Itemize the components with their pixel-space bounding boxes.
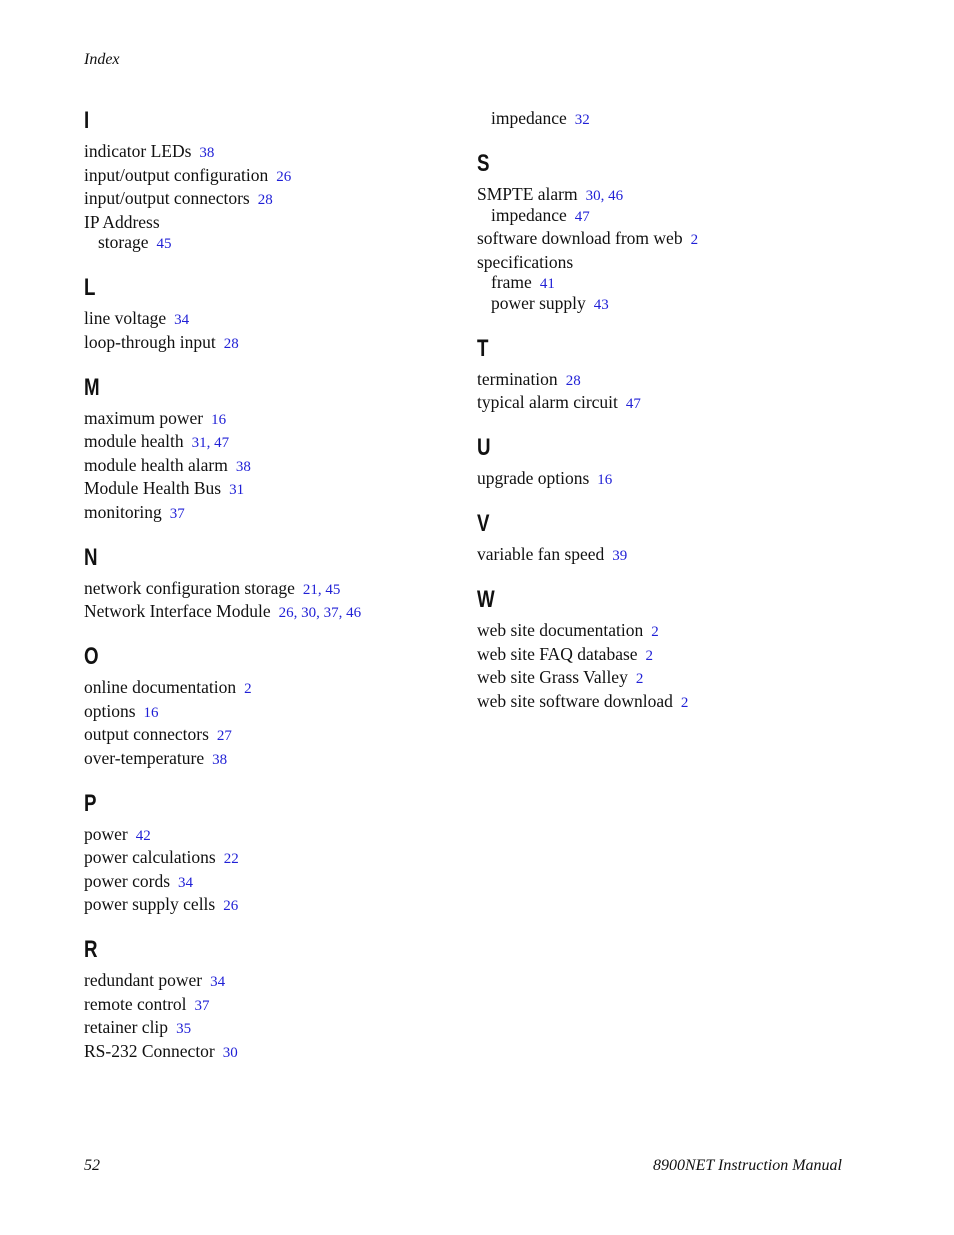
index-term: input/output connectors (84, 188, 250, 208)
section-letter: N (84, 543, 98, 571)
index-term: web site FAQ database (477, 643, 638, 664)
section-letter: R (84, 936, 98, 963)
page-link[interactable]: 46 (608, 188, 624, 204)
index-entry (477, 369, 581, 391)
index-entry (477, 644, 653, 666)
index-term: power supply cells (84, 894, 216, 914)
index-term: line voltage (84, 308, 167, 328)
index-term: SMPTE alarm (477, 184, 578, 204)
index-entry (84, 478, 244, 500)
page-references (223, 1045, 238, 1061)
index-term: frame (491, 272, 532, 292)
index-entry (84, 431, 229, 453)
page-link[interactable]: 31 (191, 435, 207, 451)
page-link[interactable]: 32 (574, 112, 590, 128)
index-entry (84, 455, 251, 477)
page-references (224, 336, 239, 352)
index-entry (84, 970, 225, 992)
index-term: loop-through input (84, 331, 216, 352)
index-term: variable fan speed (477, 544, 605, 564)
page-link[interactable]: 26 (278, 605, 294, 621)
page-references (594, 297, 609, 313)
page-references: 21, 45 (302, 581, 341, 598)
page-link[interactable]: 16 (597, 472, 613, 488)
page-references (258, 192, 273, 208)
index-term: module health alarm (84, 454, 228, 475)
page-references (636, 671, 644, 687)
page-link[interactable]: 28 (223, 335, 239, 352)
page-references (575, 209, 590, 225)
index-term: power cords (84, 870, 171, 891)
index-term: impedance (491, 204, 567, 225)
index-entry (84, 332, 239, 354)
page-link[interactable]: 38 (235, 458, 251, 475)
page-link[interactable]: 37 (169, 505, 185, 522)
index-entry (477, 252, 573, 272)
page-references: 26, 30, 37, 46 (278, 605, 362, 621)
section-letter: S (477, 150, 490, 177)
page-references (199, 145, 214, 161)
page-link[interactable]: 16 (143, 704, 159, 721)
index-term: redundant power (84, 970, 203, 990)
index-entry (84, 1017, 191, 1039)
page-link[interactable]: 38 (212, 751, 228, 768)
index-term: indicator LEDs (84, 141, 192, 161)
page-link[interactable]: 31 (229, 482, 245, 498)
page-references (691, 232, 699, 248)
index-term: remote control (84, 993, 187, 1014)
index-entry (477, 620, 659, 642)
index-term: upgrade options (477, 468, 590, 488)
index-entry (477, 184, 623, 206)
page-link[interactable]: 28 (257, 192, 273, 208)
index-entry (84, 601, 361, 623)
page-link[interactable]: 34 (178, 874, 194, 891)
index-entry (84, 824, 151, 846)
index-term: termination (477, 368, 558, 389)
index-subentry (477, 108, 590, 130)
index-term: input/output configuration (84, 164, 269, 185)
page-link[interactable]: 26 (276, 168, 292, 185)
page-references (597, 472, 612, 488)
page-link[interactable]: 45 (156, 236, 172, 252)
index-subentry (477, 293, 609, 315)
index-entry (84, 188, 273, 210)
index-entry (477, 667, 643, 689)
page-link[interactable]: 47 (625, 396, 641, 412)
page-references (229, 482, 244, 498)
index-subentry (84, 232, 172, 254)
index-entry (84, 141, 214, 163)
index-entry (477, 228, 698, 250)
page-references (217, 728, 232, 744)
page-references (211, 412, 226, 428)
page-link[interactable]: 47 (214, 435, 230, 451)
index-entry (84, 847, 239, 869)
index-entry (84, 677, 252, 699)
page-references (176, 1021, 191, 1037)
page-references (157, 236, 172, 252)
index-term: output connectors (84, 724, 209, 744)
page-link[interactable]: 16 (211, 411, 227, 428)
page-references (170, 506, 185, 522)
page-references (626, 396, 641, 412)
index-entry (84, 994, 210, 1016)
index-entry (84, 871, 193, 893)
page-references (566, 373, 581, 389)
page-link[interactable]: 2 (680, 694, 689, 711)
page-link[interactable]: 34 (210, 974, 226, 990)
index-entry (84, 701, 159, 723)
index-entry (84, 212, 160, 232)
index-entry (477, 392, 641, 414)
page-references (136, 828, 151, 844)
index-term: software download from web (477, 228, 683, 248)
page-references (244, 681, 252, 697)
index-term: web site documentation (477, 620, 644, 640)
index-entry (84, 578, 340, 600)
section-letter: P (84, 789, 97, 817)
page-link[interactable]: 30 (301, 605, 317, 621)
section-letter: M (84, 373, 100, 401)
page-references (223, 898, 238, 914)
index-term: maximum power (84, 407, 204, 428)
index-term: power (84, 823, 128, 844)
index-entry (477, 468, 612, 490)
page-references (210, 974, 225, 990)
page-link[interactable]: 37 (323, 605, 339, 621)
page-link[interactable]: 26 (223, 898, 239, 914)
index-entry (84, 308, 189, 330)
index-term: network configuration storage (84, 577, 295, 598)
page-references: 30, 46 (585, 188, 624, 204)
index-term: specifications (477, 251, 574, 272)
page-references (540, 276, 555, 292)
section-letter: V (477, 510, 490, 537)
page-link[interactable]: 2 (244, 681, 252, 697)
index-term: over-temperature (84, 747, 205, 768)
page-link[interactable]: 2 (635, 671, 644, 687)
index-term: web site software download (477, 690, 673, 711)
index-term: retainer clip (84, 1017, 169, 1037)
section-letter: T (477, 334, 489, 362)
page-references (174, 312, 189, 328)
page-references (612, 548, 627, 564)
page-link[interactable]: 28 (565, 372, 581, 389)
index-term: RS-232 Connector (84, 1040, 215, 1061)
page-link[interactable]: 46 (346, 605, 362, 621)
manual-title: 8900NET Instruction Manual (652, 1157, 842, 1174)
index-entry (477, 544, 627, 566)
page-number: 52 (84, 1157, 100, 1174)
page-references (575, 112, 590, 128)
index-entry (84, 748, 227, 770)
page-link[interactable]: 21 (302, 581, 318, 598)
page-link[interactable]: 22 (223, 851, 239, 867)
index-entry (84, 894, 238, 916)
index-entry (84, 408, 226, 430)
index-term: typical alarm circuit (477, 392, 618, 412)
index-subentry (477, 205, 590, 227)
page-references (178, 875, 193, 891)
page-references (681, 695, 689, 711)
page-references (212, 752, 227, 768)
page-link[interactable]: 2 (690, 232, 699, 248)
index-term: web site Grass Valley (477, 667, 628, 687)
index-term: impedance (491, 108, 567, 128)
index-term: power calculations (84, 847, 216, 867)
page-link[interactable]: 30 (222, 1044, 238, 1061)
index-term: Network Interface Module (84, 601, 271, 621)
index-term: online documentation (84, 677, 237, 697)
index-entry (477, 691, 688, 713)
index-entry (84, 1041, 238, 1063)
index-term: storage (98, 232, 149, 252)
page-references (651, 624, 659, 640)
page-references (144, 705, 159, 721)
page-references (224, 851, 239, 867)
page-link[interactable]: 37 (194, 997, 210, 1014)
section-letter: I (84, 107, 90, 134)
page-link[interactable]: 45 (325, 581, 341, 598)
page-link[interactable]: 2 (645, 647, 654, 664)
page-link[interactable]: 42 (135, 827, 151, 844)
page-link[interactable]: 43 (593, 296, 609, 313)
page-link[interactable]: 41 (539, 276, 555, 292)
page-references (195, 998, 210, 1014)
page-link[interactable]: 27 (216, 728, 232, 744)
index-term: module health (84, 431, 184, 451)
page-link[interactable]: 39 (612, 548, 628, 564)
page-link[interactable]: 2 (651, 624, 659, 640)
page-link[interactable]: 35 (176, 1021, 192, 1037)
page-references (646, 648, 654, 664)
page-link[interactable]: 34 (174, 312, 190, 328)
section-letter: W (477, 586, 495, 613)
section-letter: U (477, 434, 491, 461)
section-letter: L (84, 274, 96, 301)
page-references (276, 169, 291, 185)
index-entry (84, 165, 291, 187)
index-term: options (84, 700, 136, 721)
index-entry (84, 502, 185, 524)
page-references (236, 459, 251, 475)
index-term: Module Health Bus (84, 478, 222, 498)
page-link[interactable]: 30 (585, 188, 601, 204)
page-link[interactable]: 38 (199, 145, 215, 161)
running-header: Index (84, 51, 120, 68)
index-term: monitoring (84, 501, 162, 522)
index-entry (84, 724, 232, 746)
section-letter: O (84, 643, 99, 670)
index-term: power supply (491, 292, 586, 313)
index-subentry (477, 272, 555, 294)
page-link[interactable]: 47 (574, 208, 590, 225)
index-term: IP Address (84, 211, 160, 232)
page-references: 31, 47 (191, 435, 230, 451)
